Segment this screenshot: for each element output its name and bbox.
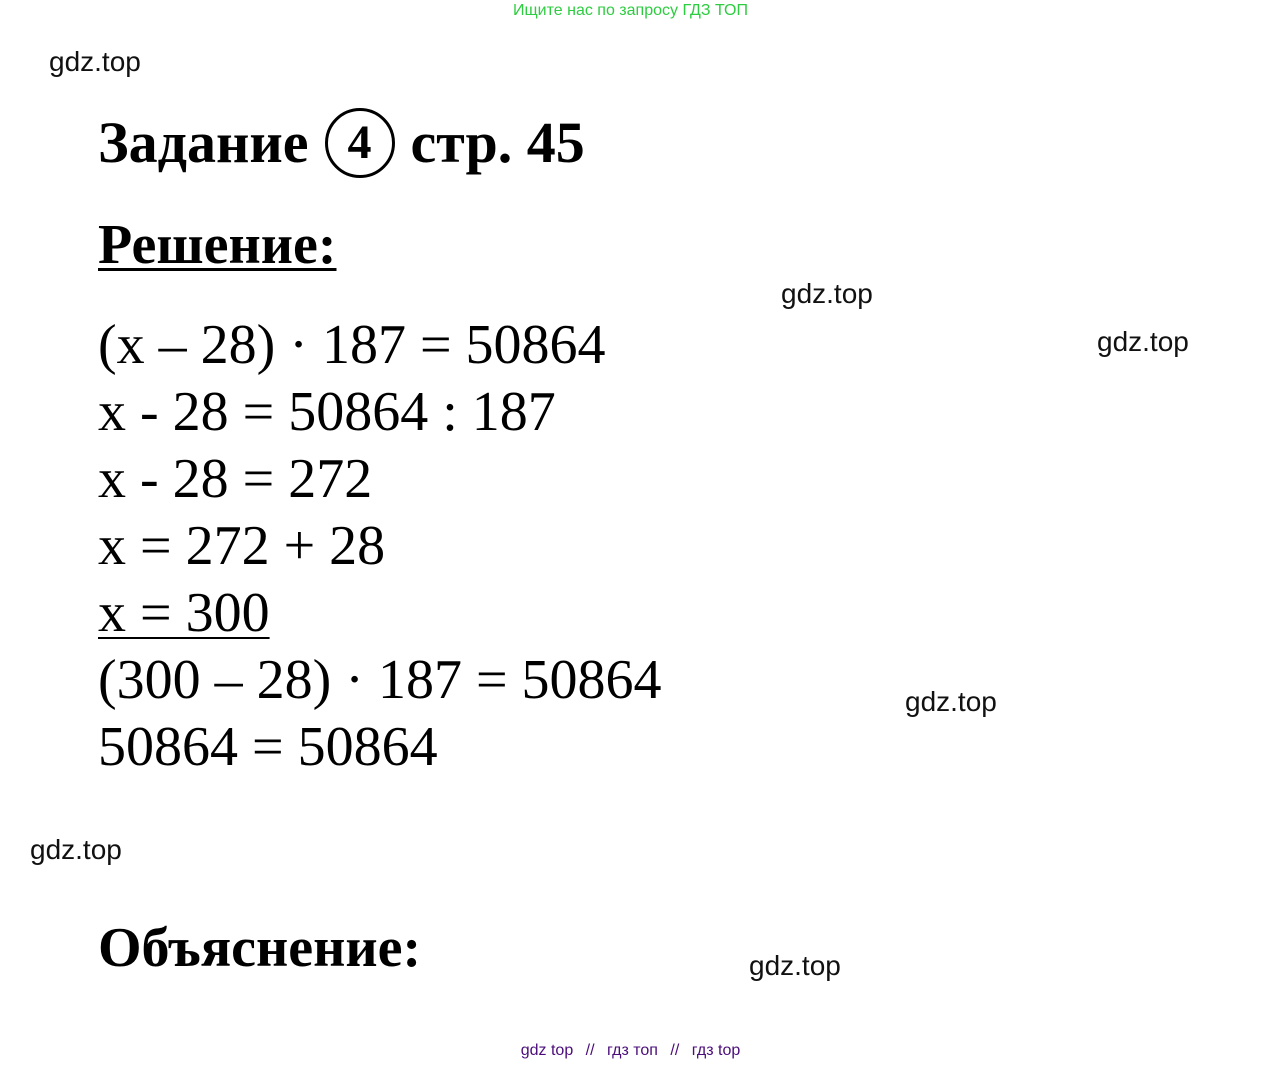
task-number-circle: 4 — [325, 108, 395, 178]
footer-link[interactable]: гдз топ — [607, 1042, 658, 1059]
footer-link[interactable]: gdz top — [520, 1042, 574, 1059]
watermark: gdz.top — [749, 950, 841, 981]
watermark: gdz.top — [905, 686, 997, 717]
solution-title: Решение: — [98, 214, 337, 276]
task-label: Задание — [98, 110, 309, 175]
watermark: gdz.top — [49, 46, 141, 77]
watermark: gdz.top — [30, 834, 122, 865]
explanation-title: Объяснение: — [98, 917, 422, 979]
solution-equations — [98, 312, 662, 781]
watermark: gdz.top — [1097, 326, 1189, 357]
equation-line: x - 28 = 50864 : 187 — [98, 381, 556, 443]
equation-line: (x – 28) · 187 = 50864 — [98, 314, 606, 376]
equation-answer: x = 300 — [98, 582, 270, 644]
page-reference: стр. 45 — [410, 110, 585, 175]
equation-line: x - 28 = 272 — [98, 448, 373, 510]
equation-check: (300 – 28) · 187 = 50864 — [98, 649, 662, 711]
equation-line: x = 272 + 28 — [98, 515, 386, 577]
footer-separator: // — [585, 1042, 595, 1059]
watermark: gdz.top — [781, 278, 873, 309]
task-heading — [98, 108, 585, 178]
top-banner: Ищите нас по запросу ГДЗ ТОП — [513, 2, 748, 19]
footer-link[interactable]: гдз top — [691, 1042, 741, 1059]
footer-links — [0, 1042, 1261, 1060]
footer-separator: // — [670, 1042, 680, 1059]
equation-check-result: 50864 = 50864 — [98, 716, 438, 778]
